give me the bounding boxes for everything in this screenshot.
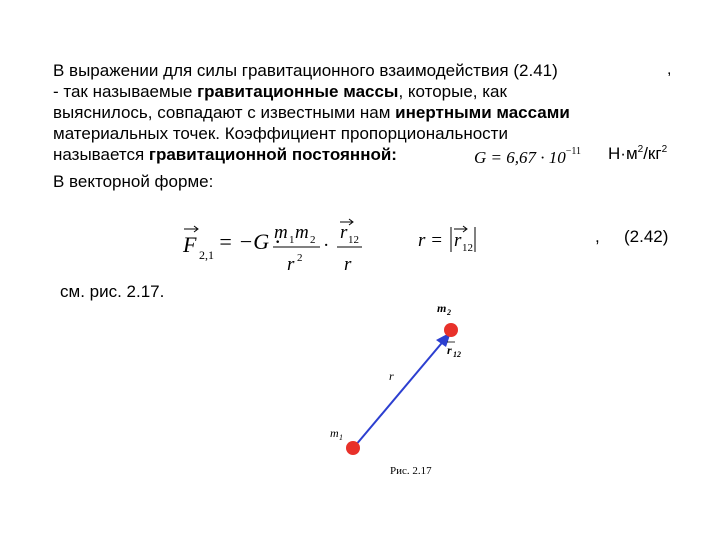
equation-number: (2.42) [624, 227, 669, 246]
units-exp-2: 2 [661, 144, 668, 155]
paragraph-text-1: В выражении для силы гравитационного взаимодействия (2.41) [53, 61, 558, 80]
gconst-exponent: −11 [565, 146, 582, 157]
label-r12-sub: 12 [453, 350, 461, 359]
formula-F: F [183, 232, 197, 257]
label-r12: r [447, 343, 452, 357]
formula-m1: m [274, 222, 288, 243]
figure-caption: Рис. 2.17 [390, 465, 432, 477]
paragraph-text-3a: выяснилось, совпадают с известными нам [53, 103, 396, 122]
vector-form-label: В векторной форме: [53, 172, 214, 191]
label-m2: m [437, 301, 447, 315]
label-m1-sub: 1 [339, 433, 343, 442]
figure-2-17 [330, 301, 461, 455]
paragraph-text-2c: , которые, как [398, 82, 507, 101]
formula-m2: m [295, 222, 309, 243]
mass-m2 [444, 323, 458, 337]
formula-m1-sub: 1 [289, 234, 295, 246]
formula-eq: = −G · [218, 229, 281, 254]
formula-m2-sub: 2 [310, 234, 316, 246]
formula-den-exp: 2 [297, 252, 303, 264]
formula-r12-sub: 12 [348, 234, 359, 246]
label-r: r [389, 369, 394, 383]
formula-F-sub: 2,1 [199, 248, 214, 262]
formula-r-abs: r [454, 230, 462, 251]
formula-r-def: r = [418, 230, 443, 251]
label-m2-sub: 2 [447, 308, 451, 317]
term-inertial-masses: инертными массами [395, 103, 570, 122]
formula-r12: r [340, 222, 348, 243]
r12-vector-line [355, 338, 446, 446]
equation-comma: , [595, 227, 600, 246]
mass-m1 [346, 441, 360, 455]
paragraph-text-2a: - так называемые [53, 82, 198, 101]
paragraph-text-5a: называется [53, 145, 149, 164]
formula-dot: · [323, 235, 330, 256]
units-base: Н·м [608, 144, 638, 163]
gconst-base: G = 6,67 · 10 [474, 148, 566, 167]
formula-den-r: r [287, 254, 295, 275]
label-m1: m [330, 426, 339, 440]
units-mid: /кг [643, 144, 662, 163]
units-exp-1: 2 [637, 144, 644, 155]
term-gravitational-constant: гравитационной постоянной: [148, 145, 397, 164]
formula-r-abs-sub: 12 [462, 242, 473, 254]
paragraph-text-4: материальных точек. Коэффициент пропорциональности [53, 124, 508, 143]
see-figure-ref: см. рис. 2.17. [60, 282, 165, 301]
line1-comma: , [667, 61, 672, 78]
formula-den-r2: r [344, 254, 352, 275]
term-gravitational-masses: гравитационные массы [197, 82, 399, 101]
